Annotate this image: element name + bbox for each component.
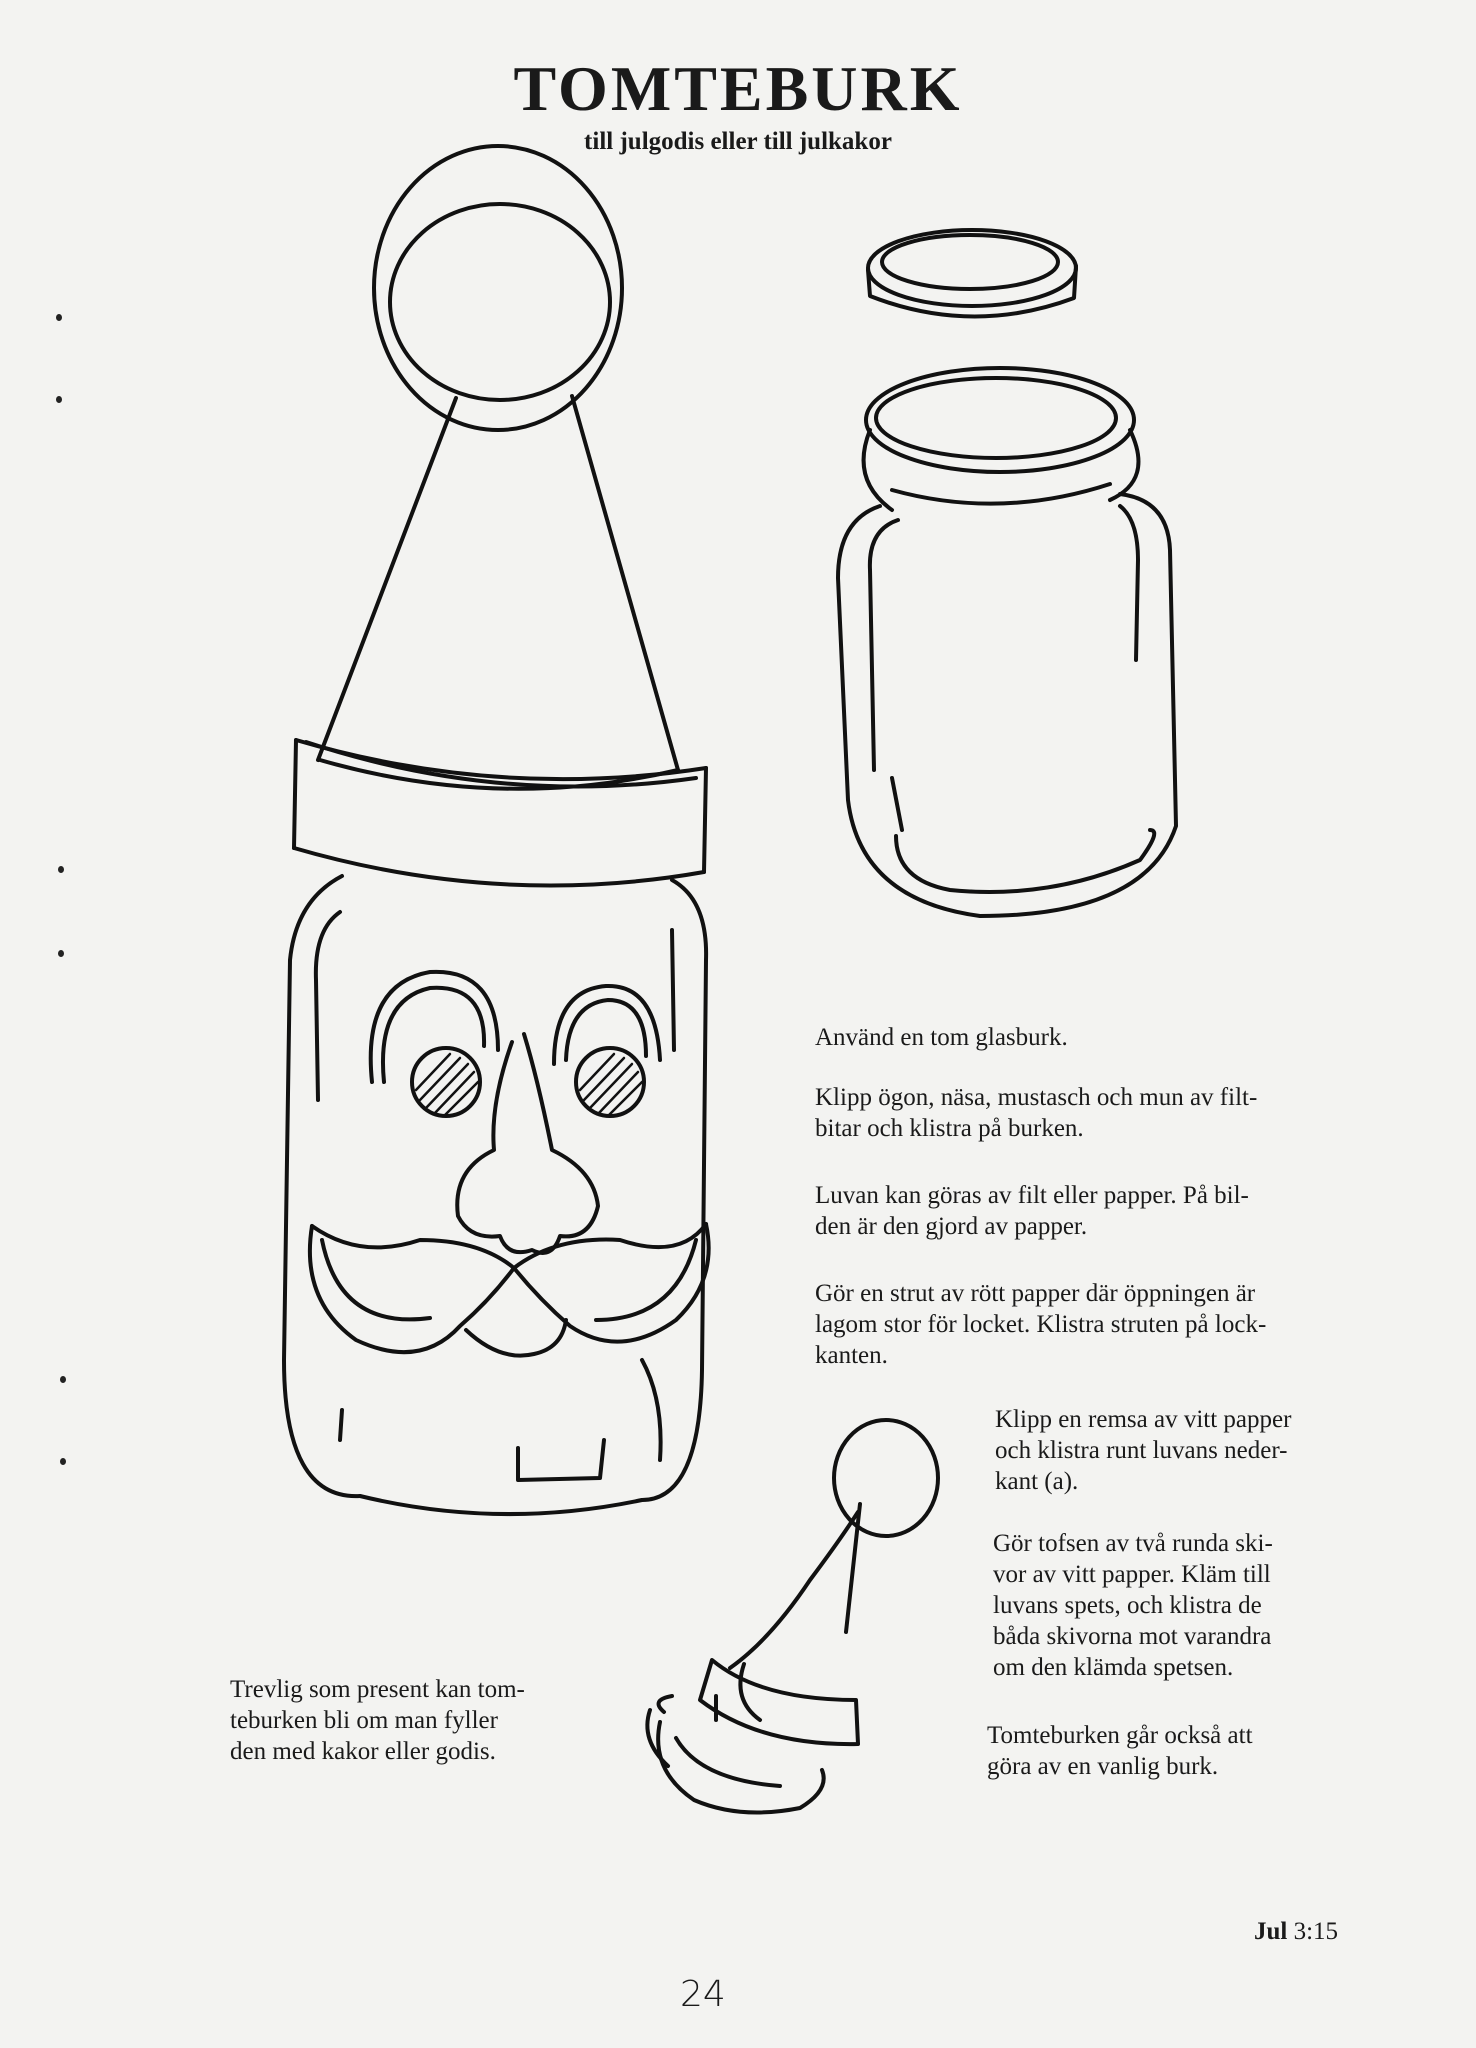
page-title: TOMTEBURK [513, 53, 963, 124]
instruction-paragraph: Gör en strut av rött papper där öppningen är lagom stor för locket. Klistra struten på lock- kanten. [815, 1280, 1267, 1369]
hat-cone-illustration [318, 396, 678, 789]
instruction-paragraph: Klipp en remsa av vitt papper och klistra runt luvans neder- kant (a). [995, 1406, 1292, 1495]
small-hat-illustration [647, 1420, 938, 1813]
instruction-paragraph: Tomteburken går också att göra av en vanlig burk. [987, 1722, 1253, 1780]
jar-body-illustration [284, 876, 706, 1514]
instruction-paragraph: Luvan kan göras av filt eller papper. På bil- den är den gjord av papper. [815, 1182, 1249, 1240]
instruction-paragraph: Använd en tom glasburk. [815, 1024, 1068, 1051]
glass-jar-illustration [838, 368, 1176, 916]
hat-band-illustration [294, 740, 706, 886]
pupil-hatching [416, 1054, 642, 1116]
instruction-paragraph: Klipp ögon, näsa, mustasch och mun av filt- bitar och klistra på burken. [815, 1084, 1258, 1142]
page-number: 24 [680, 1974, 726, 2015]
jar-lid-illustration [868, 230, 1076, 317]
instruction-paragraph: Gör tofsen av två runda ski- vor av vitt papper. Kläm till luvans spets, och klistra de båda skivorna mot varandra om den klämda spetsen. [993, 1530, 1273, 1681]
hat-pompom-illustration [374, 146, 622, 430]
section-reference: Jul 3:15 [1254, 1918, 1339, 1945]
page-subtitle: till julgodis eller till julkakor [584, 128, 892, 155]
mustache-illustration [310, 1224, 709, 1356]
gift-note: Trevlig som present kan tom- teburken bli om man fyller den med kakor eller godis. [230, 1676, 525, 1765]
